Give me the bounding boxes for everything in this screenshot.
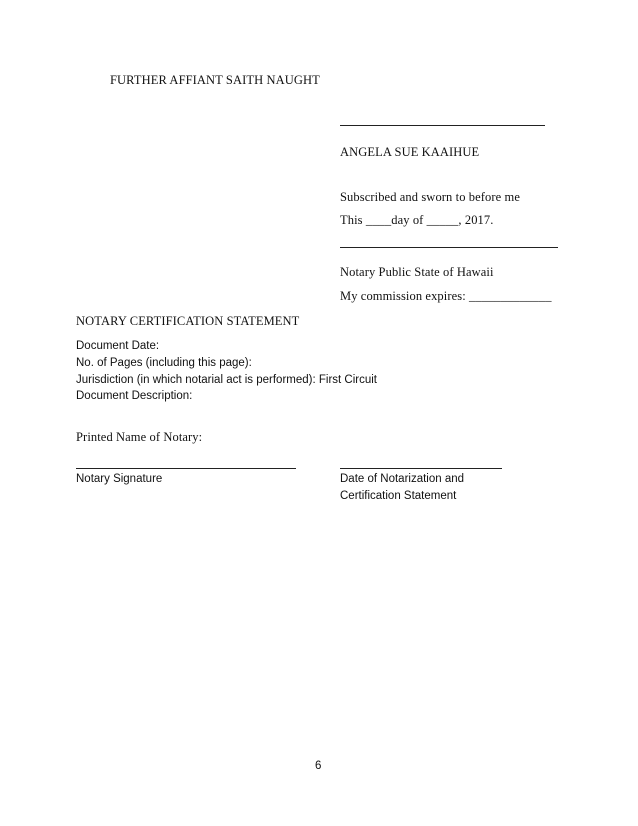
affiant-name: ANGELA SUE KAAIHUE: [340, 145, 480, 159]
notary-signature-label: Notary Signature: [76, 473, 163, 485]
certification-heading: NOTARY CERTIFICATION STATEMENT: [76, 314, 300, 328]
notary-public-title: Notary Public State of Hawaii: [340, 265, 494, 279]
document-date-label: Document Date:: [76, 340, 160, 352]
notarization-date-line: [340, 468, 502, 469]
notary-signature-line-top: [340, 247, 558, 248]
commission-expires-line: My commission expires: _____________: [340, 289, 552, 303]
jurat-date-line: This ____day of _____, 2017.: [340, 213, 494, 227]
notarization-date-label-1: Date of Notarization and: [340, 473, 465, 485]
affiant-signature-line: [340, 125, 545, 126]
affiant-heading: FURTHER AFFIANT SAITH NAUGHT: [110, 73, 320, 87]
subscribed-sworn-text: Subscribed and sworn to before me: [340, 190, 520, 204]
notary-signature-line: [76, 468, 296, 469]
printed-name-label: Printed Name of Notary:: [76, 430, 203, 444]
notarization-date-label-2: Certification Statement: [340, 490, 457, 502]
document-description-label: Document Description:: [76, 390, 193, 402]
jurisdiction-line: Jurisdiction (in which notarial act is performed): First Circuit: [76, 374, 378, 386]
pages-count-label: No. of Pages (including this page):: [76, 357, 252, 369]
page-number: 6: [315, 760, 322, 772]
